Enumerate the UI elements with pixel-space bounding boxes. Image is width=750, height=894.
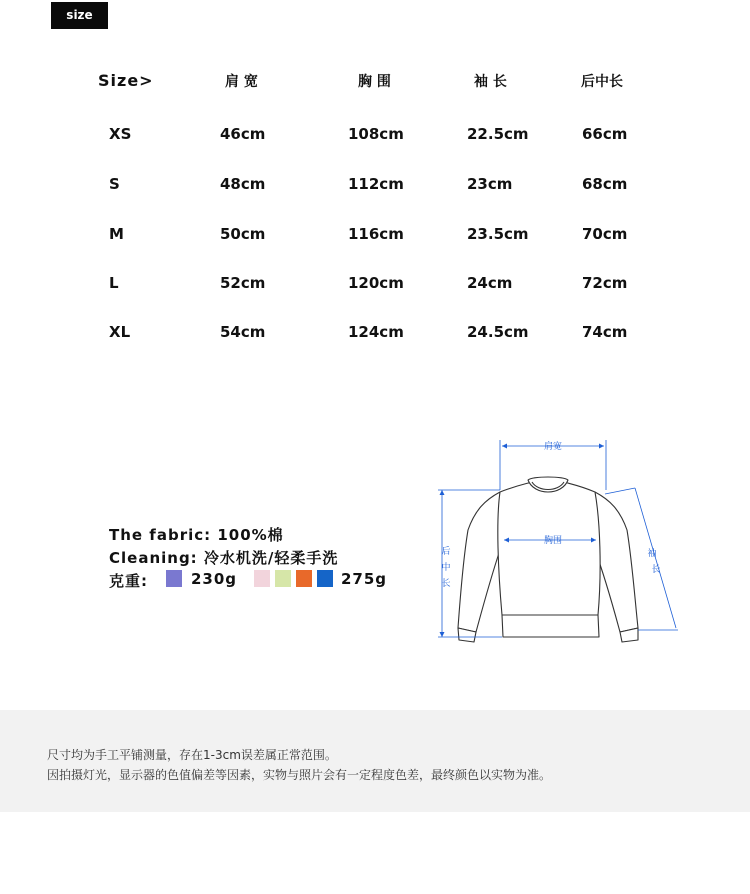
chest-cell: 116cm: [348, 225, 404, 243]
length-cell: 72cm: [582, 274, 628, 292]
shoulder-cell: 54cm: [220, 323, 266, 341]
length-cell: 74cm: [582, 323, 628, 341]
chest-cell: 112cm: [348, 175, 404, 193]
header-length: 后中长: [581, 74, 623, 90]
fabric-cleaning: Cleaning: 冷水机洗/轻柔手洗: [109, 549, 339, 567]
sleeve-cell: 22.5cm: [467, 125, 529, 143]
shoulder-cell: 50cm: [220, 225, 266, 243]
size-cell: XS: [109, 125, 132, 143]
color-swatch: [166, 570, 182, 587]
weight-heavy: 275g: [341, 570, 388, 588]
chest-label: 胸围: [543, 536, 563, 546]
fabric-material: The fabric: 100%棉: [109, 526, 284, 544]
chest-cell: 124cm: [348, 323, 404, 341]
weight-light: 230g: [191, 570, 238, 588]
header-size: Size>: [98, 71, 154, 90]
header-shoulder: 肩 宽: [225, 74, 258, 90]
chest-cell: 120cm: [348, 274, 404, 292]
length-char: 中: [441, 563, 451, 573]
header-chest: 胸 围: [358, 74, 391, 90]
length-cell: 70cm: [582, 225, 628, 243]
length-char: 长: [441, 579, 451, 589]
size-tag: size: [51, 2, 108, 29]
shoulder-cell: 46cm: [220, 125, 266, 143]
size-cell: S: [109, 175, 120, 193]
color-swatch: [317, 570, 333, 587]
sweatshirt-diagram: [430, 430, 690, 655]
shoulder-label: 肩宽: [543, 442, 563, 452]
size-cell: L: [109, 274, 119, 292]
shoulder-cell: 48cm: [220, 175, 266, 193]
color-swatch: [254, 570, 270, 587]
color-swatch: [275, 570, 291, 587]
size-cell: M: [109, 225, 124, 243]
footer-note-measurement: 尺寸均为手工平铺测量，存在1-3cm误差属正常范围。: [47, 748, 337, 762]
sleeve-cell: 24cm: [467, 274, 513, 292]
chest-cell: 108cm: [348, 125, 404, 143]
sleeve-char: 袖: [647, 549, 657, 559]
footer-panel: [0, 710, 750, 812]
sleeve-cell: 23cm: [467, 175, 513, 193]
shoulder-cell: 52cm: [220, 274, 266, 292]
header-sleeve: 袖 长: [474, 74, 507, 90]
length-char: 后: [441, 547, 451, 557]
weight-label: 克重:: [109, 572, 148, 590]
sleeve-cell: 24.5cm: [467, 323, 529, 341]
sleeve-cell: 23.5cm: [467, 225, 529, 243]
color-swatch: [296, 570, 312, 587]
size-cell: XL: [109, 323, 131, 341]
footer-note-color: 因拍摄灯光，显示器的色值偏差等因素，实物与照片会有一定程度色差，最终颜色以实物为准。: [47, 768, 552, 782]
length-cell: 68cm: [582, 175, 628, 193]
length-cell: 66cm: [582, 125, 628, 143]
sleeve-char: 长: [651, 565, 661, 575]
